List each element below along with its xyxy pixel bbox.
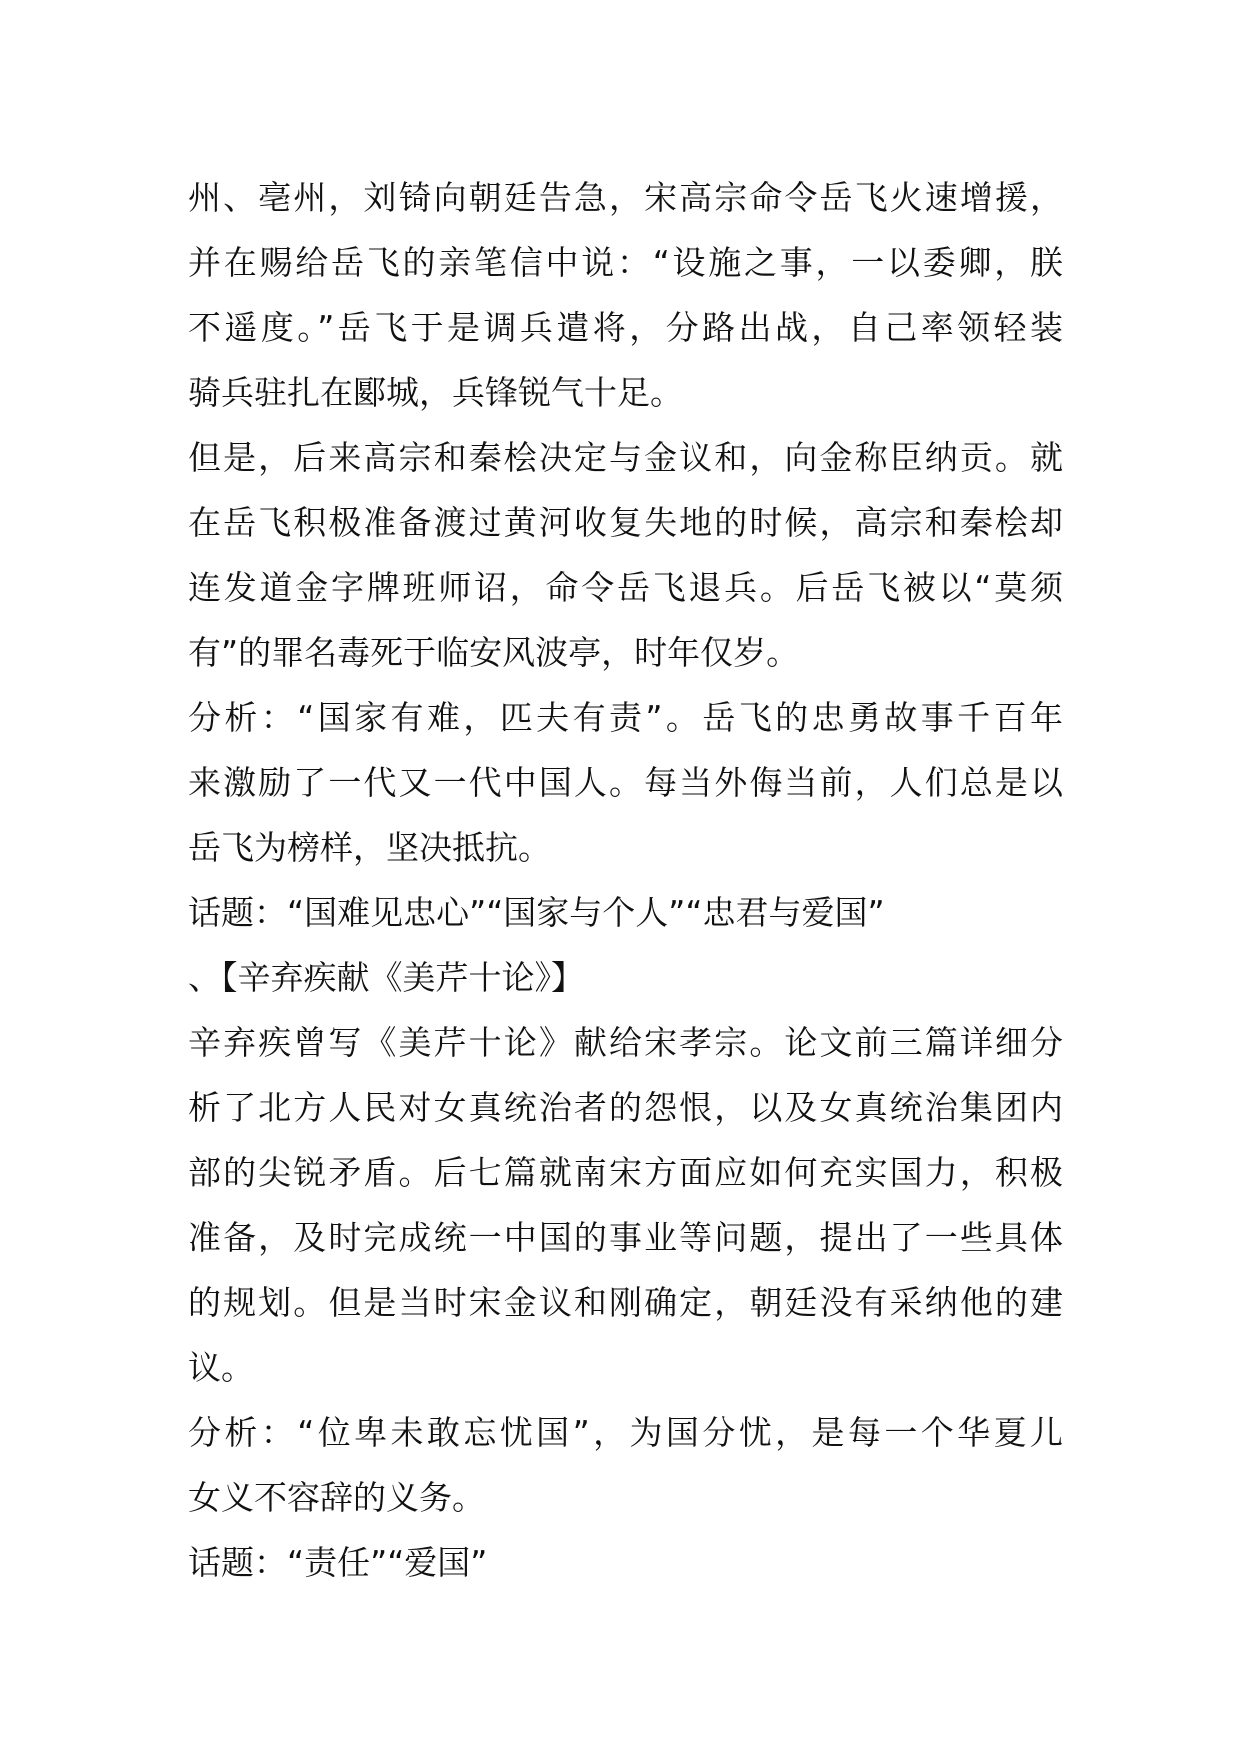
text-line: 并在赐给岳飞的亲笔信中说：“设施之事，一以委卿，朕 xyxy=(188,243,1063,282)
text-line: 岳飞为榜样，坚决抵抗。 xyxy=(188,828,551,867)
analysis-line: 分析：“位卑未敢忘忧国”，为国分忧，是每一个华夏儿 xyxy=(188,1413,1063,1452)
text-line: 骑兵驻扎在郾城，兵锋锐气十足。 xyxy=(188,373,683,412)
text-line: 的规划。但是当时宋金议和刚确定，朝廷没有采纳他的建 xyxy=(188,1283,1063,1322)
text-line: 有”的罪名毒死于临安风波亭，时年仅岁。 xyxy=(188,633,800,672)
document-page xyxy=(188,165,1063,1595)
text-line: 但是，后来高宗和秦桧决定与金议和，向金称臣纳贡。就 xyxy=(188,438,1063,477)
text-line: 州、亳州，刘锜向朝廷告急，宋高宗命令岳飞火速增援， xyxy=(188,178,1063,217)
text-line: 不遥度。”岳飞于是调兵遣将，分路出战，自己率领轻装 xyxy=(188,308,1063,347)
text-line: 部的尖锐矛盾。后七篇就南宋方面应如何充实国力，积极 xyxy=(188,1153,1063,1192)
topic-line: 话题：“责任”“爱国” xyxy=(188,1543,488,1582)
text-line: 来激励了一代又一代中国人。每当外侮当前，人们总是以 xyxy=(188,763,1063,802)
text-line: 女义不容辞的义务。 xyxy=(188,1478,485,1517)
analysis-line: 分析：“国家有难，匹夫有责”。岳飞的忠勇故事千百年 xyxy=(188,698,1063,737)
text-line: 在岳飞积极准备渡过黄河收复失地的时候，高宗和秦桧却 xyxy=(188,503,1063,542)
text-line: 准备，及时完成统一中国的事业等问题，提出了一些具体 xyxy=(188,1218,1063,1257)
text-line: 析了北方人民对女真统治者的怨恨，以及女真统治集团内 xyxy=(188,1088,1063,1127)
topic-line: 话题：“国难见忠心”“国家与个人”“忠君与爱国” xyxy=(188,893,885,932)
text-line: 辛弃疾曾写《美芹十论》献给宋孝宗。论文前三篇详细分 xyxy=(188,1023,1063,1062)
text-line: 议。 xyxy=(188,1348,254,1387)
text-line: 连发道金字牌班师诏，命令岳飞退兵。后岳飞被以“莫须 xyxy=(188,568,1063,607)
section-heading: 、【辛弃疾献《美芹十论》】 xyxy=(188,958,584,997)
